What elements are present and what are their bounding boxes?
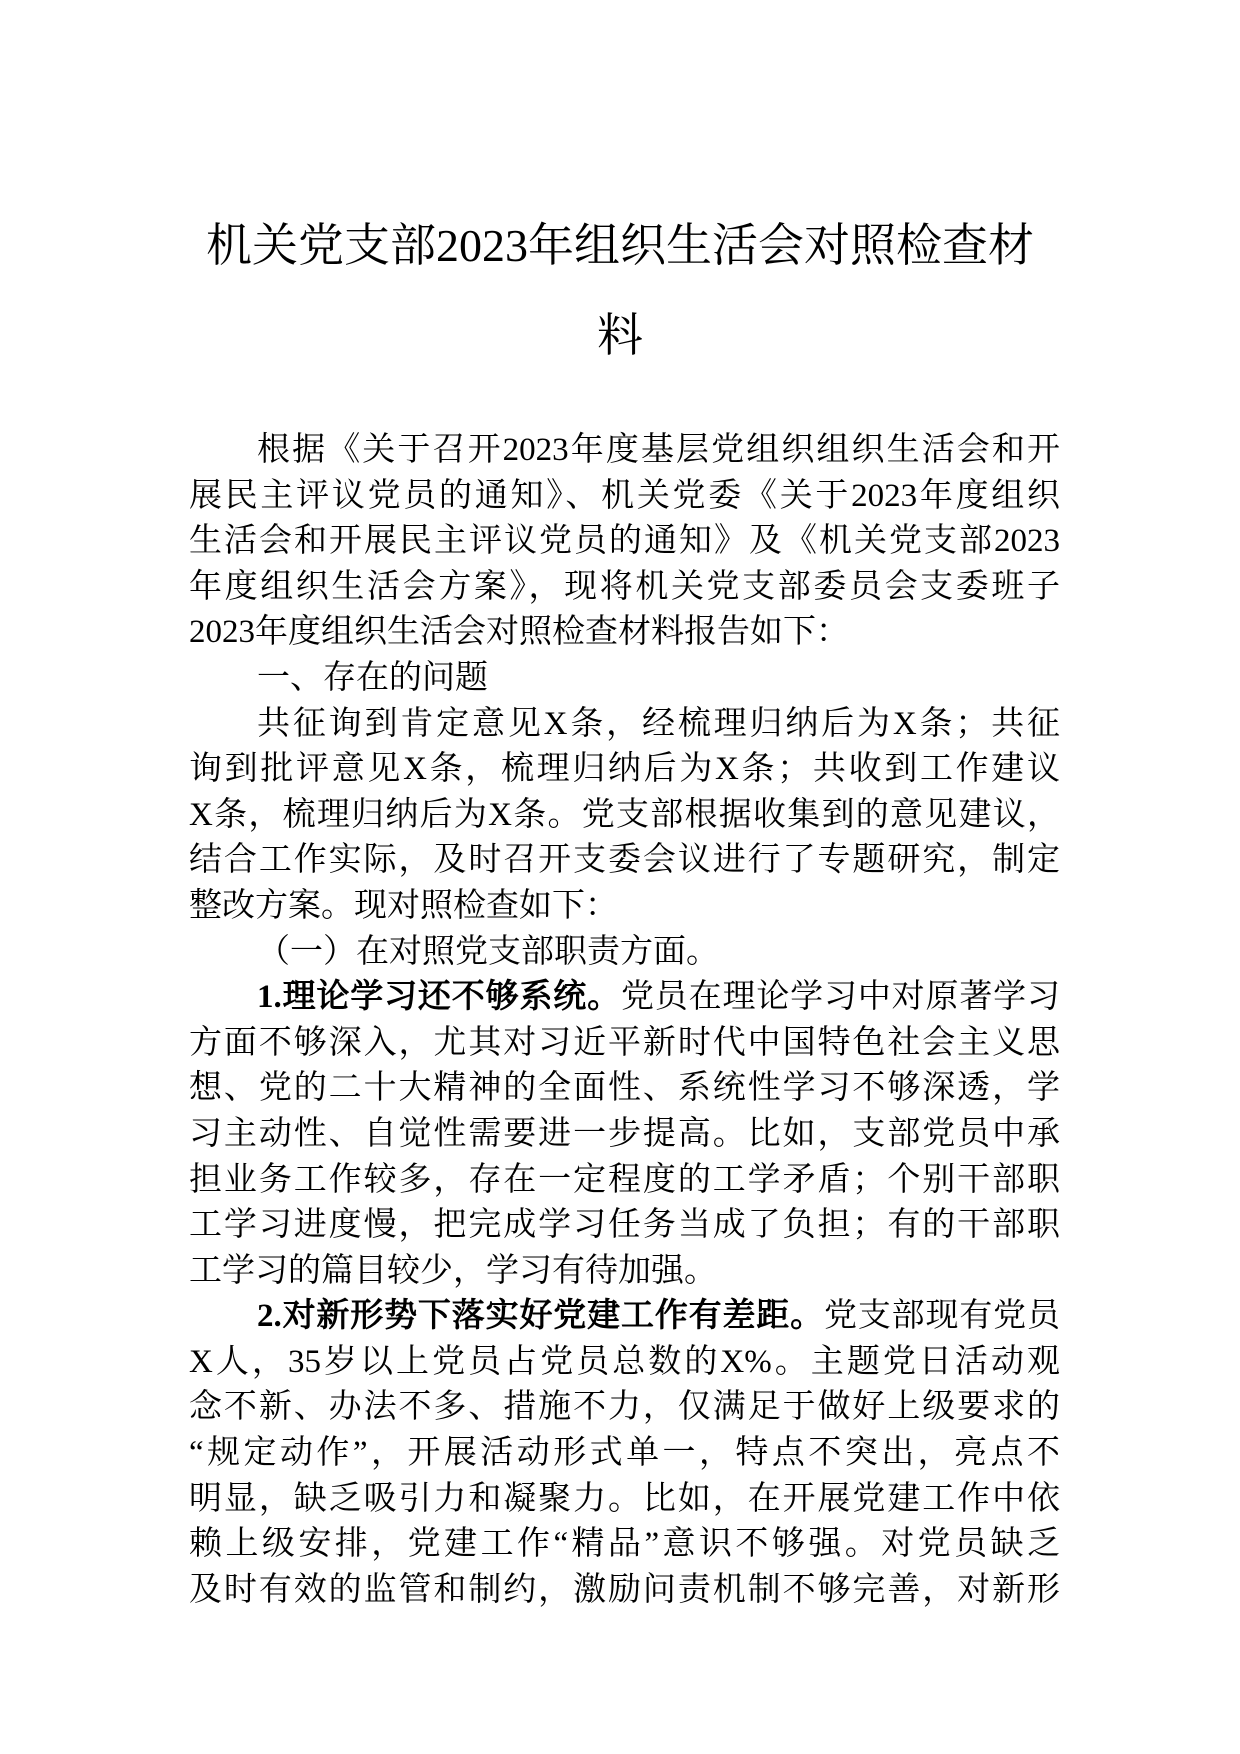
text-line: 赖上级安排，党建工作“精品”意识不够强。对党员缺乏 <box>189 1526 1060 1563</box>
text-line: 想、党的二十大精神的全面性、系统性学习不够深透，学 <box>189 1070 1060 1107</box>
text-line: 展民主评议党员的通知》、机关党委《关于2023年度组织 <box>189 477 1060 514</box>
text-line: 担业务工作较多，存在一定程度的工学矛盾；个别干部职 <box>189 1161 1060 1198</box>
paragraph-item-1 <box>189 975 1060 1294</box>
text-line: 询到批评意见X条，梳理归纳后为X条；共收到工作建议 <box>189 751 1060 788</box>
text-line: 明显，缺乏吸引力和凝聚力。比如，在开展党建工作中依 <box>189 1480 1060 1517</box>
paragraph-intro <box>189 428 1060 656</box>
text-line: 生活会和开展民主评议党员的通知》及《机关党支部2023 <box>189 523 1060 560</box>
text-line: 习主动性、自觉性需要进一步提高。比如，支部党员中承 <box>189 1115 1060 1152</box>
text-line: 整改方案。现对照检查如下： <box>189 887 618 924</box>
item-heading: 2.对新形势下落实好党建工作有差距。 <box>257 1298 824 1335</box>
text-line: 结合工作实际，及时召开支委会议进行了专题研究，制定 <box>189 842 1060 879</box>
text-line: “规定动作”，开展活动形式单一，特点不突出，亮点不 <box>189 1435 1060 1472</box>
item-heading: 1.理论学习还不够系统。 <box>257 979 621 1016</box>
text-line: 方面不够深入，尤其对习近平新时代中国特色社会主义思 <box>189 1024 1060 1061</box>
text-line: 根据《关于召开2023年度基层党组织组织生活会和开 <box>257 432 1060 468</box>
title-line: 机关党支部2023年组织生活会对照检查材 <box>206 220 1034 271</box>
text-line <box>189 1294 1060 1340</box>
subsection-heading: （一）在对照党支部职责方面。 <box>257 933 719 970</box>
section-heading: 一、存在的问题 <box>257 659 488 696</box>
title-line: 料 <box>597 310 643 361</box>
text-line: X人，35岁以上党员占党员总数的X%。主题党日活动观 <box>189 1343 1060 1380</box>
item-text: 党员在理论学习中对原著学习 <box>620 979 1061 1016</box>
text-line: 工学习进度慢，把完成学习任务当成了负担；有的干部职 <box>189 1207 1060 1244</box>
paragraph-feedback-summary <box>189 702 1060 930</box>
paragraph-item-2 <box>189 1294 1060 1613</box>
text-line: 念不新、办法不多、措施不力，仅满足于做好上级要求的 <box>189 1389 1060 1426</box>
text-line: 及时有效的监管和制约，激励问责机制不够完善，对新形 <box>189 1571 1060 1608</box>
text-line: 工学习的篇目较少，学习有待加强。 <box>189 1252 717 1289</box>
text-line: 2023年度组织生活会对照检查材料报告如下： <box>189 614 849 651</box>
item-text: 党支部现有党员 <box>823 1298 1061 1335</box>
document-title <box>0 201 1240 381</box>
text-line: X条，梳理归纳后为X条。党支部根据收集到的意见建议， <box>189 796 1060 833</box>
text-line: 共征询到肯定意见X条，经梳理归纳后为X条；共征 <box>257 705 1060 742</box>
text-line <box>189 975 1060 1021</box>
document-body <box>189 428 1060 1613</box>
text-line: 年度组织生活会方案》，现将机关党支部委员会支委班子 <box>189 568 1060 605</box>
